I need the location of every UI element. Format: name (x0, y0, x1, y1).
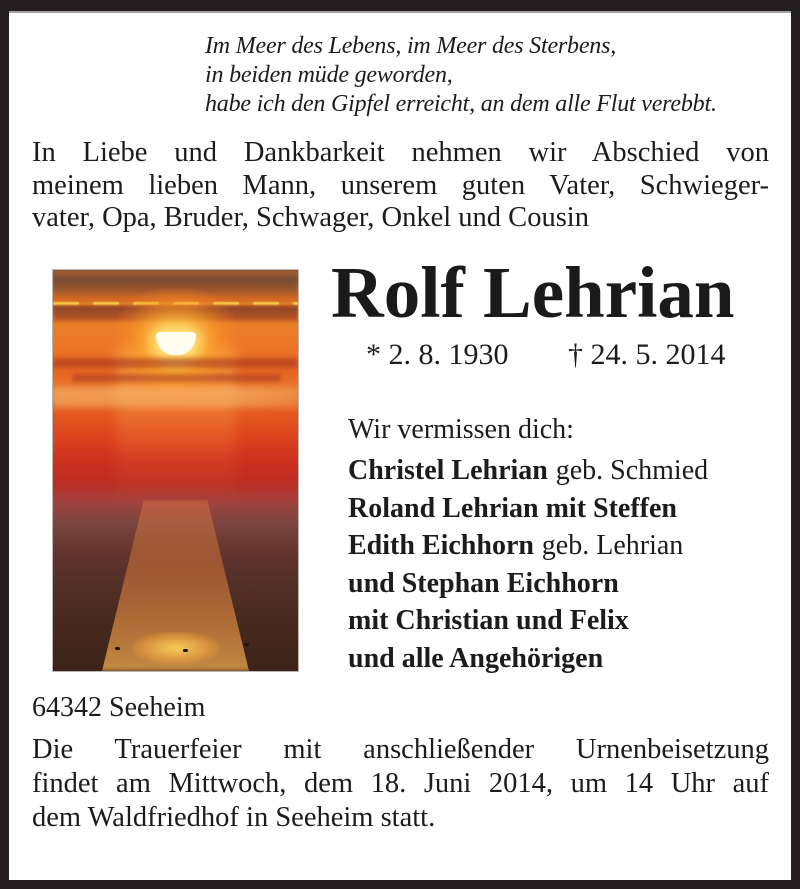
missing-label: Wir vermissen dich: (348, 414, 574, 445)
poem-line-2: in beiden müde geworden, (205, 62, 453, 88)
cloud-streak-2 (73, 374, 281, 382)
cloud-streak-1 (53, 358, 298, 368)
mourner-line (348, 640, 708, 678)
funeral-paragraph (32, 733, 769, 835)
sunset-photo (52, 269, 299, 672)
mourner-name: und alle Angehörigen (348, 642, 604, 674)
mourner-line (348, 565, 708, 603)
boat-speck (183, 649, 188, 652)
funeral-line-3: dem Waldfriedhof in Seeheim statt. (32, 802, 436, 833)
mourner-name: Edith Eichhorn (348, 530, 534, 561)
mourner-line (348, 602, 708, 640)
mourner-name: Christel Lehrian (348, 455, 548, 486)
light-clouds (53, 387, 298, 407)
mourner-name: Roland Lehrian mit Steffen (348, 492, 677, 524)
intro-line-3: vater, Opa, Bruder, Schwager, Onkel und Cousin (32, 202, 589, 233)
mourner-name: und Stephan Eichhorn (348, 567, 619, 599)
mourners-list (348, 452, 708, 677)
funeral-line-2: findet am Mittwoch, dem 18. Juni 2014, um 14 Uhr auf (32, 768, 769, 799)
location-line: 64342 Seeheim (32, 692, 206, 723)
intro-paragraph (32, 137, 769, 235)
frame-inner-gray-line (9, 11, 791, 13)
mourner-suffix: geb. Lehrian (541, 530, 684, 561)
boat-speck (115, 647, 120, 650)
reflection-hotspot (133, 632, 219, 664)
poem-line-3: habe ich den Gipfel erreicht, an dem alle Flut verebbt. (205, 91, 717, 117)
poem-block (205, 32, 717, 119)
deceased-name: Rolf Lehrian (331, 252, 735, 333)
mourner-line (348, 452, 708, 490)
birth-date: * 2. 8. 1930 (366, 338, 509, 371)
poem-line-1: Im Meer des Lebens, im Meer des Sterbens, (205, 33, 617, 59)
mourner-suffix: geb. Schmied (555, 455, 709, 486)
death-date: † 24. 5. 2014 (568, 338, 726, 371)
mourner-name: mit Christian und Felix (348, 605, 629, 636)
mourner-line (348, 490, 708, 528)
intro-line-1: In Liebe und Dankbarkeit nehmen wir Abschied von (32, 137, 769, 168)
mourner-line (348, 527, 708, 565)
intro-line-2: meinem lieben Mann, unserem guten Vater, Schwieger- (32, 169, 769, 201)
boat-speck (244, 643, 249, 646)
funeral-line-1: Die Trauerfeier mit anschließender Urnenbeisetzung (32, 734, 769, 765)
